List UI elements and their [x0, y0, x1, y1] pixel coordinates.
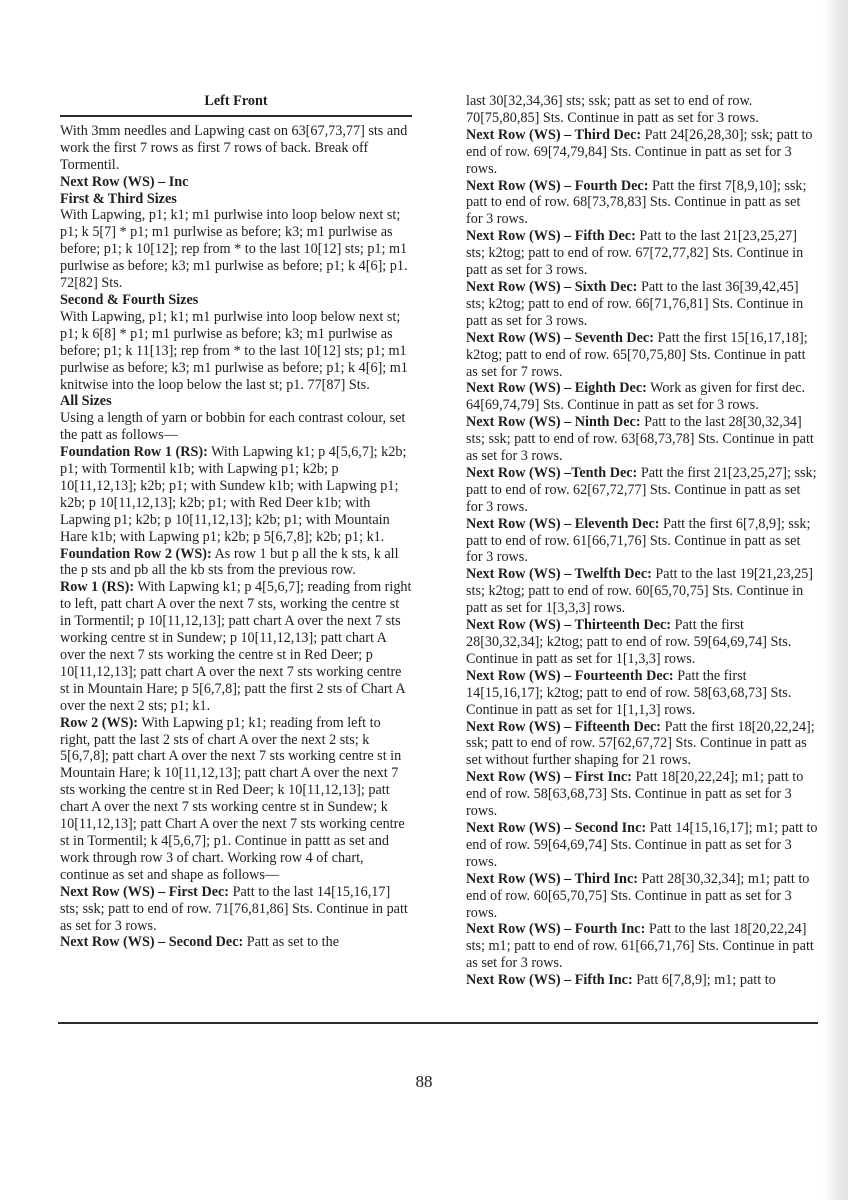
instruction-paragraph — [466, 414, 819, 465]
instruction-text: With Lapwing, p1; k1; m1 purlwise into loop below next st; p1; k 6[8] * p1; m1 purlwise as before; k3; m1 purlwise as before; p1; k 11[13]; rep from * to the last 10[12] sts; p1; m1 purlwise as before; k3; m1 purlwise as before; p1; k 4[6]; m1 knitwise into the loop below the last st; p1. 77[87] Sts. — [60, 308, 408, 393]
instruction-paragraph — [466, 93, 819, 127]
instruction-paragraph — [466, 380, 819, 414]
instruction-text: Patt the first 15[16,17,18]; k2tog; patt to end of row. 65[70,75,80] Sts. Continue in patt as set for 7 rows. — [466, 329, 808, 380]
instruction-label: Next Row (WS) – Thirteenth Dec: — [466, 617, 672, 634]
instruction-text: Patt the first 6[7,8,9]; ssk; patt to end of row. 61[66,71,76] Sts. Continue in patt as set for 3 rows. — [466, 515, 811, 566]
instruction-text: Patt to the last 19[21,23,25] sts; k2tog; patt to end of row. 60[65,70,75] Sts. Continue in patt as set for 1[3,3,3] rows. — [466, 566, 814, 617]
instruction-text: With Lapwing p1; k1; reading from left to right, patt the last 2 sts of chart A over the next 2 sts; k 5[6,7,8]; patt chart A over the next 7 sts working centre st in Mountain Hare; k 10[11,12,13]; patt chart A over the next 7 sts working the centre st in Red Deer; k 10[11,12,13]; patt chart A over the next 7 sts working centre st in Sundew; k 10[11,12,13]; patt Chart A over the next 7 sts working centre st in Tormentil; k 4[5,6,7]; p1. Continue in pattt as set and work through row 3 of chart. Working row 4 of chart, continue as set and shape as follows— — [60, 714, 405, 883]
instruction-text: Patt 14[15,16,17]; m1; patt to end of row. 59[64,69,74] Sts. Continue in patt as set for 3 rows. — [466, 819, 818, 870]
instruction-label: Next Row (WS) – Second Dec: — [60, 934, 244, 951]
right-column — [466, 93, 819, 989]
instruction-label: Row 1 (RS): — [60, 579, 135, 596]
instruction-label: Next Row (WS) – Ninth Dec: — [466, 414, 641, 431]
instruction-paragraph — [60, 934, 412, 951]
instruction-paragraph — [60, 579, 412, 714]
instruction-label: All Sizes — [60, 393, 112, 410]
instruction-label: Next Row (WS) – Fourteenth Dec: — [466, 667, 674, 684]
instruction-label: Next Row (WS) – Fourth Inc: — [466, 921, 646, 938]
instruction-text: Patt 28[30,32,34]; m1; patt to end of row. 60[65,70,75] Sts. Continue in patt as set for 3 rows. — [466, 870, 810, 921]
section-heading: Left Front — [60, 93, 412, 117]
instruction-paragraph — [60, 444, 412, 545]
instruction-label: Next Row (WS) – Third Dec: — [466, 126, 642, 143]
instruction-label: Next Row (WS) – Fifteenth Dec: — [466, 718, 662, 735]
instruction-paragraph — [466, 719, 819, 770]
instruction-text: Patt to the last 28[30,32,34] sts; ssk; patt to end of row. 63[68,73,78] Sts. Continue in patt as set for 3 rows. — [466, 414, 814, 465]
instruction-text: Using a length of yarn or bobbin for each contrast colour, set the patt as follows— — [60, 410, 406, 444]
instruction-label: Next Row (WS) – Twelfth Dec: — [466, 566, 652, 583]
instruction-text: Patt as set to the — [246, 934, 339, 951]
instruction-paragraph — [60, 292, 412, 309]
instruction-label: First & Third Sizes — [60, 190, 177, 207]
instruction-paragraph — [466, 617, 819, 668]
instruction-paragraph — [466, 871, 819, 922]
instruction-text: Patt 18[20,22,24]; m1; patt to end of row. 58[63,68,73] Sts. Continue in patt as set for 3 rows. — [466, 769, 804, 820]
instruction-text: As row 1 but p all the k sts, k all the p sts and pb all the kb sts from the previous row. — [60, 545, 399, 579]
instruction-paragraph — [466, 921, 819, 972]
instruction-paragraph — [60, 715, 412, 884]
instruction-paragraph — [466, 769, 819, 820]
instruction-paragraph — [60, 207, 412, 292]
left-column — [60, 93, 412, 951]
instruction-paragraph — [60, 191, 412, 208]
instruction-label: Next Row (WS) – Fourth Dec: — [466, 177, 649, 194]
instruction-text: Patt the first 14[15,16,17]; k2tog; patt to end of row. 58[63,68,73] Sts. Continue in patt as set for 1[1,1,3] rows. — [466, 667, 792, 718]
instruction-paragraph — [60, 393, 412, 410]
instruction-label: Row 2 (WS): — [60, 714, 139, 731]
instruction-label: Next Row (WS) – Second Inc: — [466, 819, 647, 836]
page-number: 88 — [415, 1072, 433, 1091]
instruction-paragraph — [466, 566, 819, 617]
instruction-paragraph — [466, 668, 819, 719]
instruction-text: With 3mm needles and Lapwing cast on 63[67,73,77] sts and work the first 7 rows as first 7 rows of back. Break off Tormentil. — [60, 122, 408, 173]
bottom-rule — [58, 1022, 818, 1024]
instruction-text: Patt to the last 21[23,25,27] sts; k2tog; patt to end of row. 67[72,77,82] Sts. Continue in patt as set for 3 rows. — [466, 228, 804, 279]
instruction-text: Patt the first 21[23,25,27]; ssk; patt to end of row. 62[67,72,77] Sts. Continue in patt as set for 3 rows. — [466, 464, 817, 515]
instruction-label: Next Row (WS) – Sixth Dec: — [466, 278, 638, 295]
instruction-text: Patt 24[26,28,30]; ssk; patt to end of row. 69[74,79,84] Sts. Continue in patt as set for 3 rows. — [466, 126, 813, 177]
instruction-label: Next Row (WS) – Third Inc: — [466, 870, 638, 887]
instruction-text: With Lapwing, p1; k1; m1 purlwise into loop below next st; p1; k 5[7] * p1; m1 purlwise as before; k3; m1 purlwise as before; p1; k 10[12]; rep from * to the last 10[12] sts; p1; m1 purlwise as before; k3; m1 purlwise as before; p1; k 4[6]; p1. 72[82] Sts. — [60, 207, 408, 292]
page-edge-shadow — [822, 0, 848, 1200]
instruction-label: Next Row (WS) – Eighth Dec: — [466, 380, 647, 397]
instruction-label: Next Row (WS) –Tenth Dec: — [466, 464, 638, 481]
instruction-text: Patt to the last 14[15,16,17] sts; ssk; patt to end of row. 71[76,81,86] Sts. Continue in patt as set for 3 rows. — [60, 883, 408, 934]
instruction-paragraph — [466, 330, 819, 381]
instruction-text: Work as given for first dec. 64[69,74,79] Sts. Continue in patt as set for 3 rows. — [466, 380, 806, 414]
instruction-text: Patt the first 7[8,9,10]; ssk; patt to end of row. 68[73,78,83] Sts. Continue in patt as set for 3 rows. — [466, 177, 807, 228]
instruction-text: Patt the first 18[20,22,24]; ssk; patt to end of row. 57[62,67,72] Sts. Continue in patt as set without further shaping for 21 rows. — [466, 718, 815, 769]
instruction-paragraph — [60, 309, 412, 394]
instruction-paragraph — [60, 884, 412, 935]
instruction-text: Patt to the last 36[39,42,45] sts; k2tog; patt to end of row. 66[71,76,81] Sts. Continue in patt as set for 3 rows. — [466, 278, 804, 329]
left-column-body — [60, 123, 412, 951]
instruction-text: With Lapwing k1; p 4[5,6,7]; k2b; p1; with Tormentil k1b; with Lapwing p1; k2b; p 10[11,12,13]; k2b; p1; with Sundew k1b; with Lapwing p1; k2b; p 10[11,12,13]; k2b; p1; with Red Deer k1b; with Lapwing p1; k2b; p 10[11,12,13]; k2b; p1; with Mountain Hare k1b; with Lapwing p1; k2b; p 5[6,7,8]; k2b; p1; k1. — [60, 444, 407, 545]
instruction-label: Next Row (WS) – First Dec: — [60, 883, 230, 900]
instruction-label: Second & Fourth Sizes — [60, 291, 199, 308]
instruction-paragraph — [466, 465, 819, 516]
instruction-label: Next Row (WS) – Seventh Dec: — [466, 329, 654, 346]
instruction-label: Next Row (WS) – Fifth Dec: — [466, 228, 636, 245]
instruction-paragraph — [466, 178, 819, 229]
instruction-paragraph — [466, 279, 819, 330]
instruction-text: Patt 6[7,8,9]; m1; patt to — [636, 972, 776, 989]
instruction-paragraph — [466, 516, 819, 567]
instruction-paragraph — [466, 228, 819, 279]
instruction-label: Next Row (WS) – Inc — [60, 173, 189, 190]
instruction-text: Patt the first 28[30,32,34]; k2tog; patt to end of row. 59[64,69,74] Sts. Continue in patt as set for 1[1,3,3] rows. — [466, 617, 792, 667]
instruction-label: Foundation Row 1 (RS): — [60, 444, 208, 461]
instruction-paragraph — [60, 123, 412, 174]
instruction-label: Next Row (WS) – Fifth Inc: — [466, 972, 633, 989]
instruction-label: Next Row (WS) – First Inc: — [466, 769, 632, 786]
right-column-body — [466, 93, 819, 989]
instruction-text: With Lapwing k1; p 4[5,6,7]; reading from right to left, patt chart A over the next 7 sts, working the centre st in Tormentil; p 10[11,12,13]; patt chart A over the next 7 sts working centre st in Sundew; p 10[11,12,13]; patt chart A over the next 7 sts working the centre st in Red Deer; p 10[11,12,13]; patt chart A over the next 7 sts working centre st in Mountain Hare; p 5[6,7,8]; patt the first 2 sts of Chart A over the next 2 sts; p1; k1. — [60, 579, 412, 714]
instruction-text: last 30[32,34,36] sts; ssk; patt as set to end of row. 70[75,80,85] Sts. Continue in patt as set for 3 rows. — [466, 93, 759, 126]
instruction-label: Foundation Row 2 (WS): — [60, 545, 212, 562]
instruction-text: Patt to the last 18[20,22,24] sts; m1; patt to end of row. 61[66,71,76] Sts. Continue in patt as set for 3 rows. — [466, 921, 814, 972]
instruction-paragraph — [466, 972, 819, 989]
instruction-paragraph — [466, 127, 819, 178]
instruction-paragraph — [60, 546, 412, 580]
instruction-paragraph — [60, 410, 412, 444]
instruction-paragraph — [60, 174, 412, 191]
instruction-label: Next Row (WS) – Eleventh Dec: — [466, 515, 660, 532]
instruction-paragraph — [466, 820, 819, 871]
